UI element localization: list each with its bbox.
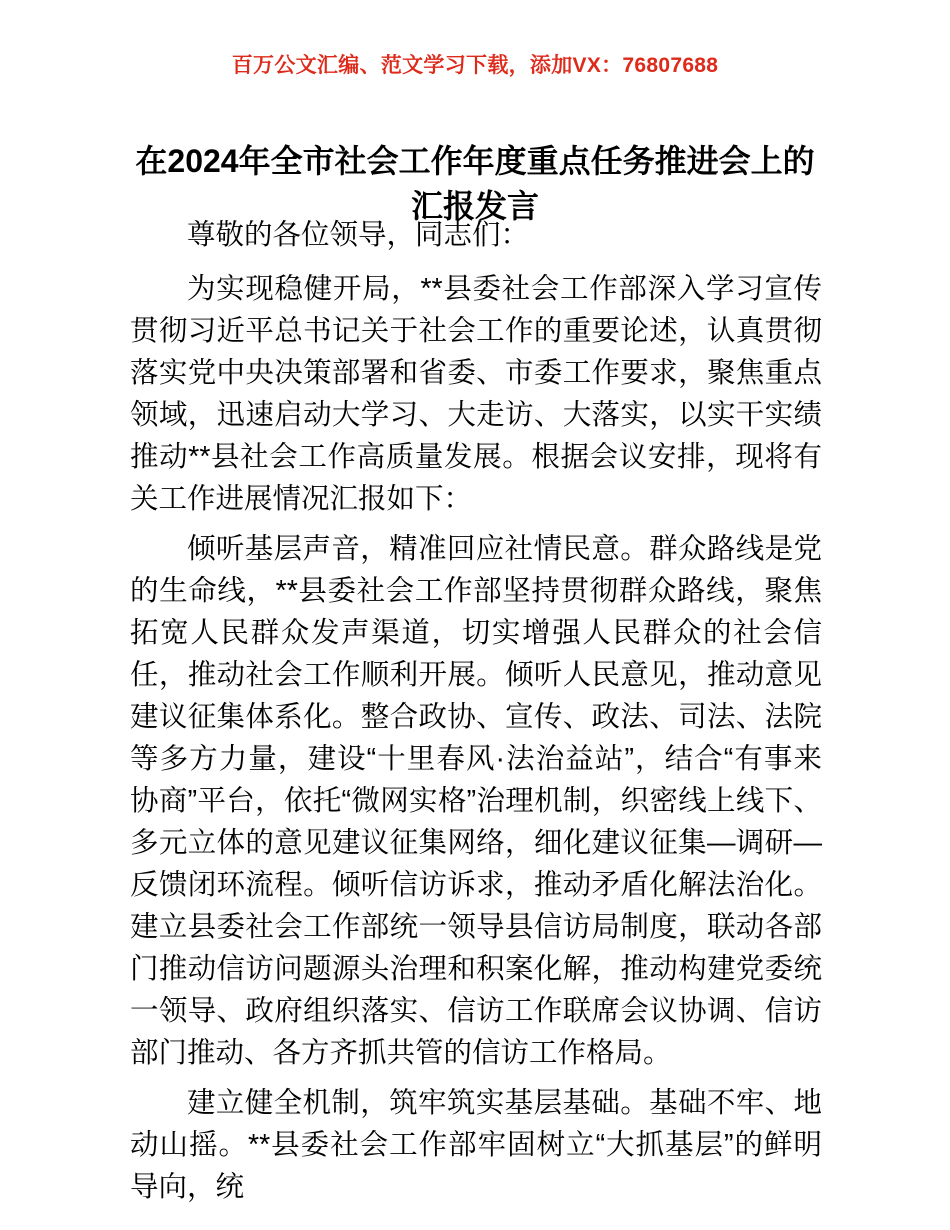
salutation-line: 尊敬的各位领导，同志们： (187, 219, 530, 251)
body-paragraph-2: 倾听基层声音，精准回应社情民意。群众路线是党的生命线，**县委社会工作部坚持贯彻群众路线，聚焦拓宽人民群众发声渠道，切实增强人民群众的社会信任，推动社会工作顺利开展。倾听人民意见，推动意见建议征集体系化。整合政协、宣传、政法、司法、法院等多方力量，建设“十里春风·法治益站”，结合“有事来协商”平台，依托“微网实格”治理机制，织密线上线下、多元立体的意见建议征集网络，细化建议征集—调研—反馈闭环流程。倾听信访诉求，推动矛盾化解法治化。建立县委社会工作部统一领导县信访局制度，联动各部门推动信访问题源头治理和积案化解，推动构建党委统一领导、政府组织落实、信访工作联席会议协调、信访部门推动、各方齐抓共管的信访工作格局。 (130, 533, 822, 1069)
body-paragraph-3: 建立健全机制，筑牢筑实基层基础。基础不牢、地动山摇。**县委社会工作部牢固树立“大抓基层”的鲜明导向，统 (130, 1087, 822, 1203)
promo-banner-text: 百万公文汇编、范文学习下载，添加VX：76807688 (231, 54, 719, 77)
page-title: 在2024年全市社会工作年度重点任务推进会上的汇报发言 (135, 143, 815, 225)
body-paragraph-1: 为实现稳健开局，**县委社会工作部深入学习宣传贯彻习近平总书记关于社会工作的重要论述，认真贯彻落实党中央决策部署和省委、市委工作要求，聚焦重点领域，迅速启动大学习、大走访、大落实，以实干实绩推动**县社会工作高质量发展。根据会议安排，现将有关工作进展情况汇报如下： (130, 273, 822, 515)
document-body (130, 214, 822, 1208)
